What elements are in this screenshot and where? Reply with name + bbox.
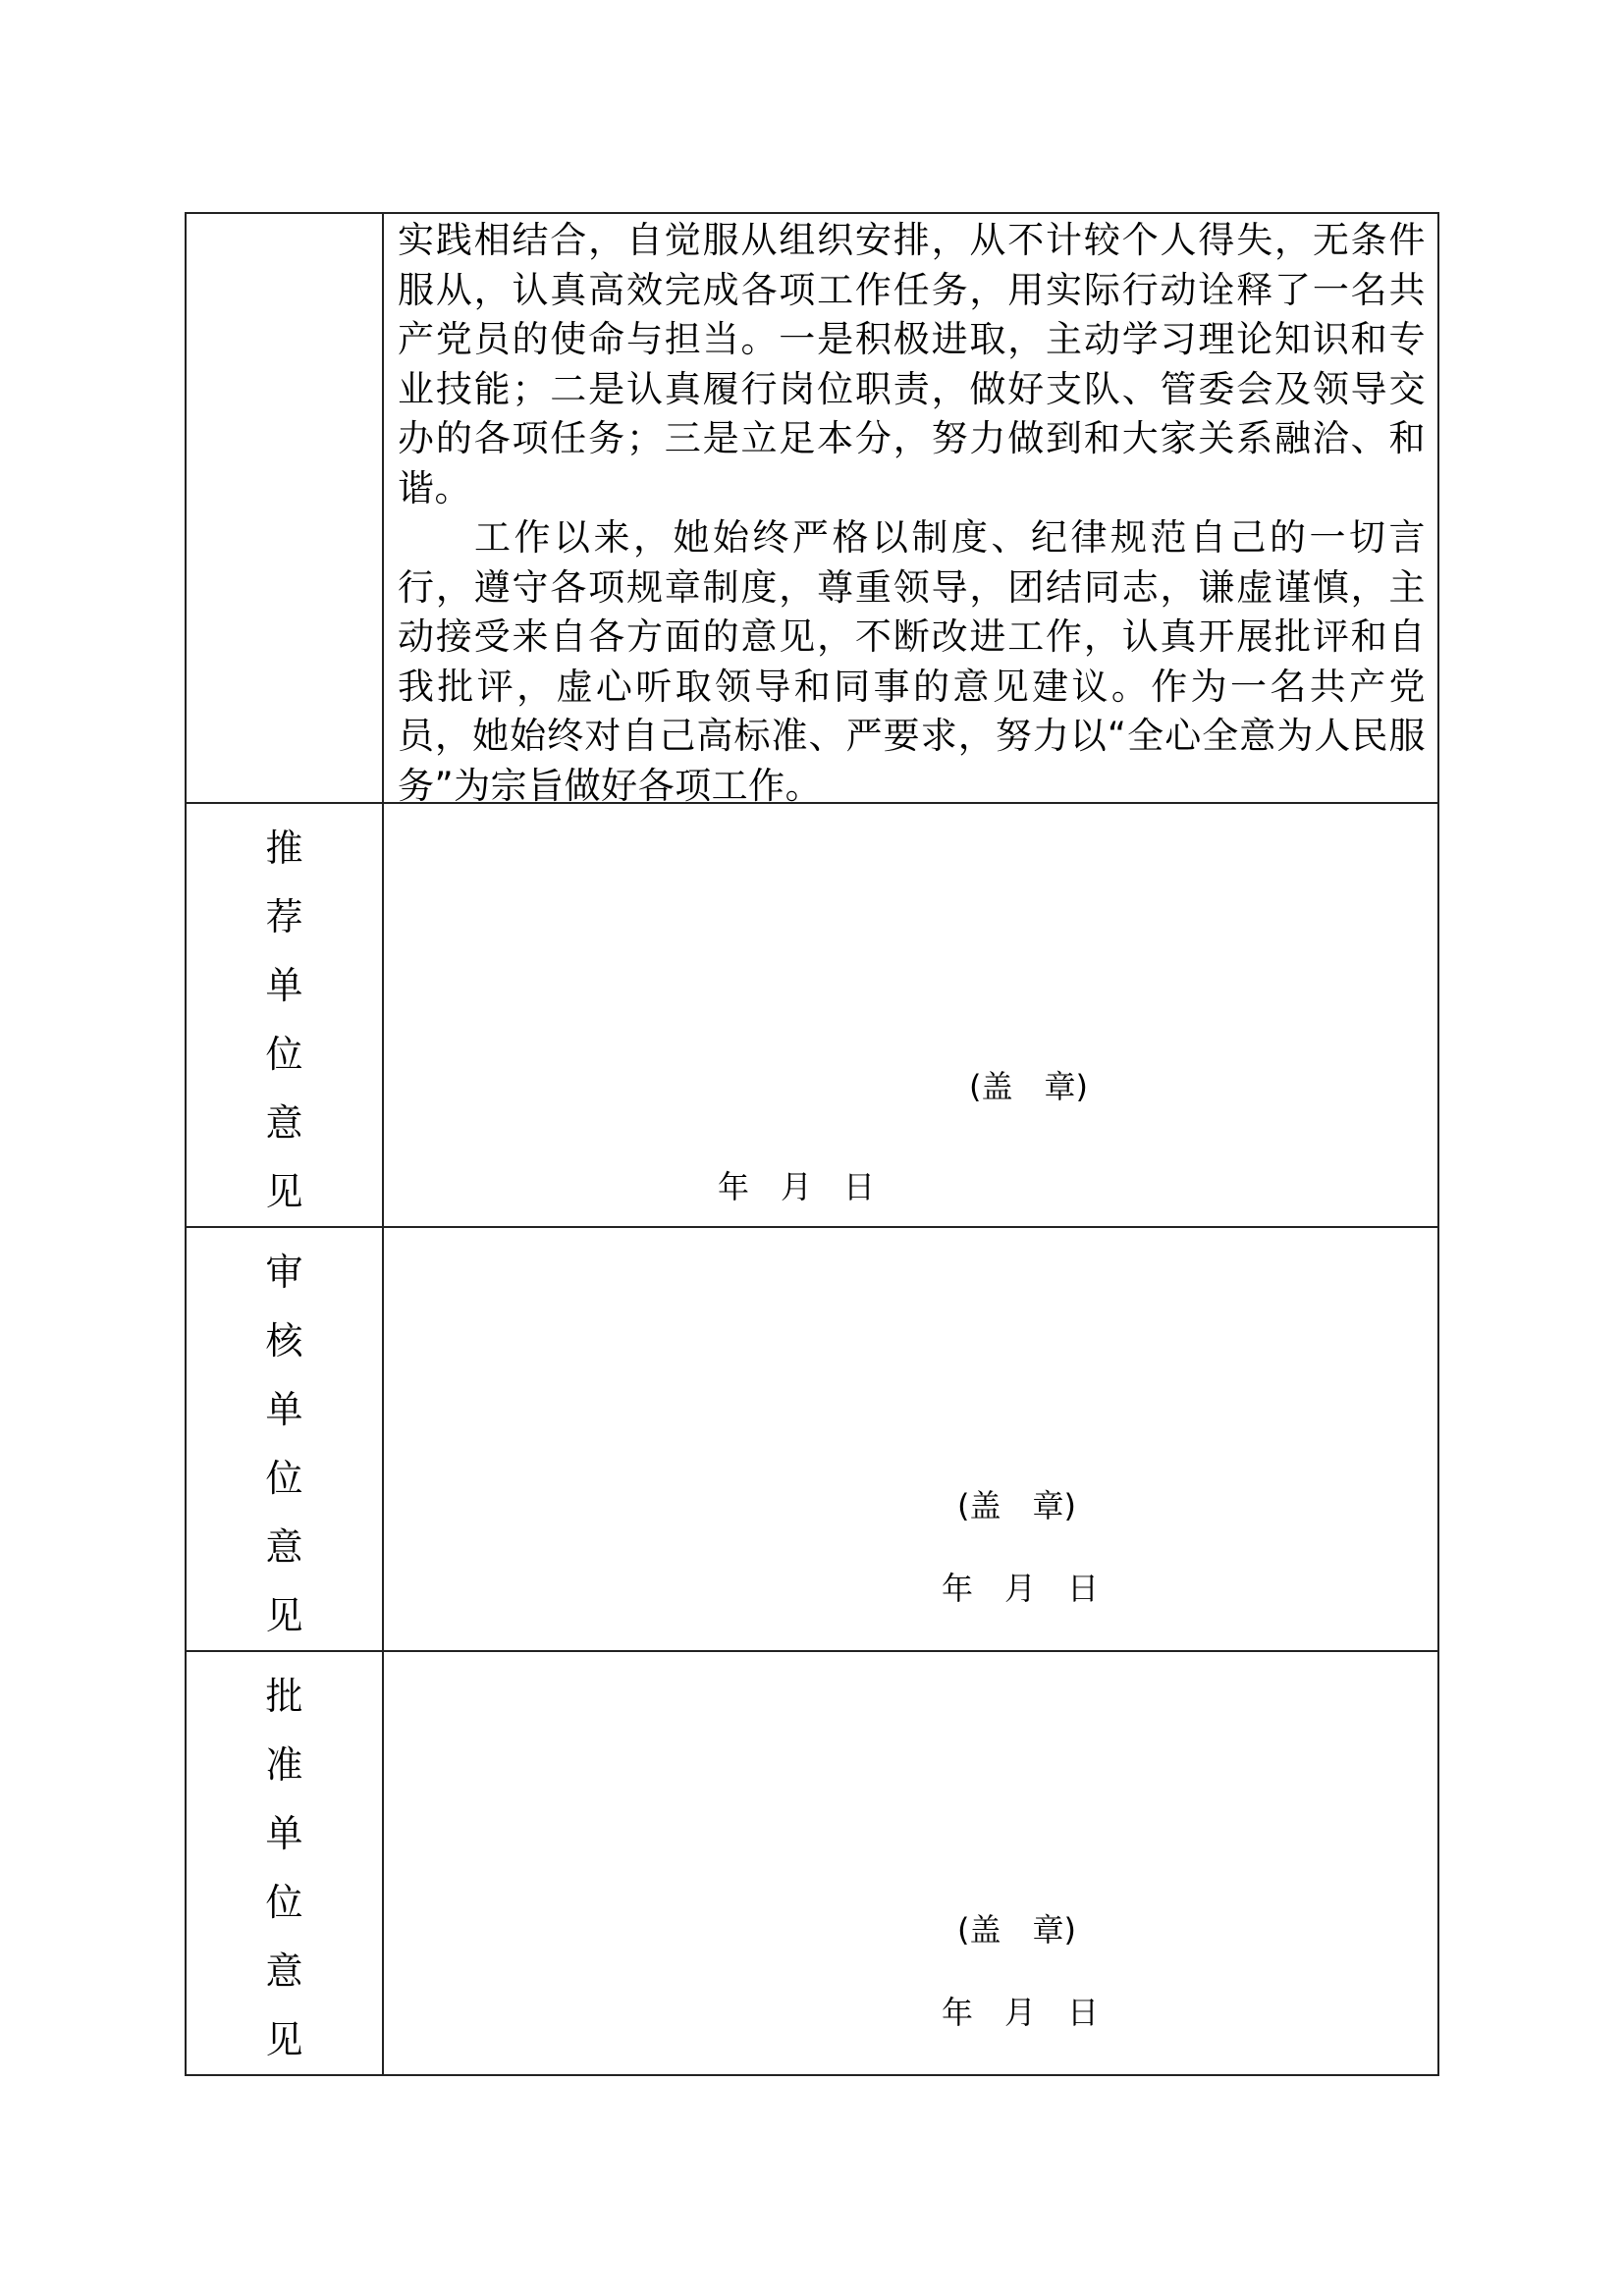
stamp-placeholder: (盖 章) <box>957 1911 1076 1949</box>
recommendation-form-table <box>185 212 1439 2076</box>
label-char: 意 <box>265 1949 303 1993</box>
label-char: 单 <box>265 1388 303 1431</box>
approving-unit-label <box>187 1652 382 2074</box>
label-char: 荐 <box>265 895 303 938</box>
label-char: 审 <box>265 1251 303 1294</box>
label-char: 核 <box>265 1319 303 1362</box>
deeds-continuation-row <box>186 213 1438 803</box>
label-char: 推 <box>265 827 303 870</box>
reviewing-unit-opinion-row <box>186 1227 1438 1651</box>
date-placeholder: 年 月 日 <box>942 1994 1100 2031</box>
label-char: 见 <box>265 2018 303 2061</box>
approving-unit-label-cell <box>186 1651 383 2075</box>
date-placeholder: 年 月 日 <box>942 1570 1100 1607</box>
deeds-text <box>384 214 1437 807</box>
deeds-content-cell <box>383 213 1438 807</box>
recommending-unit-opinion-row <box>186 803 1438 1227</box>
deeds-paragraph: 工作以来，她始终严格以制度、纪律规范自己的一切言行，遵守各项规章制度，尊重领导，团结同志，谦虚谨慎，主动接受来自各方面的意见，不断改进工作，认真开展批评和自我批评，虚心听取领导和同事的意见建议。作为一名共产党员，她始终对自己高标准、严要求，努力以“全心全意为人民服务”为宗旨做好各项工作。 <box>398 516 1426 807</box>
label-char: 位 <box>265 1033 303 1076</box>
date-placeholder: 年 月 日 <box>718 1168 876 1205</box>
reviewing-unit-opinion-field[interactable] <box>383 1227 1438 1651</box>
stamp-placeholder: (盖 章) <box>957 1487 1076 1524</box>
label-char: 见 <box>265 1594 303 1637</box>
approving-unit-opinion-field[interactable] <box>383 1651 1438 2075</box>
label-char: 单 <box>265 1812 303 1855</box>
recommending-unit-opinion-field[interactable] <box>383 803 1438 1227</box>
label-char: 位 <box>265 1881 303 1924</box>
label-char: 见 <box>265 1170 303 1213</box>
recommending-unit-label <box>187 804 382 1226</box>
label-char: 意 <box>265 1101 303 1145</box>
label-char: 单 <box>265 964 303 1007</box>
deeds-paragraph: 实践相结合，自觉服从组织安排，从不计较个人得失，无条件服从，认真高效完成各项工作任务，用实际行动诠释了一名共产党员的使命与担当。一是积极进取，主动学习理论知识和专业技能；二是认真履行岗位职责，做好支队、管委会及领导交办的各项任务；三是立足本分，努力做到和大家关系融洽、和谐。 <box>398 219 1426 509</box>
approving-unit-opinion-row <box>186 1651 1438 2075</box>
reviewing-unit-label <box>187 1228 382 1650</box>
stamp-placeholder: (盖 章) <box>969 1068 1088 1105</box>
recommending-unit-label-cell <box>186 803 383 1227</box>
deeds-label-cell <box>186 213 383 803</box>
reviewing-unit-label-cell <box>186 1227 383 1651</box>
label-char: 批 <box>265 1675 303 1718</box>
label-char: 准 <box>265 1743 303 1787</box>
label-char: 意 <box>265 1525 303 1569</box>
label-char: 位 <box>265 1457 303 1500</box>
